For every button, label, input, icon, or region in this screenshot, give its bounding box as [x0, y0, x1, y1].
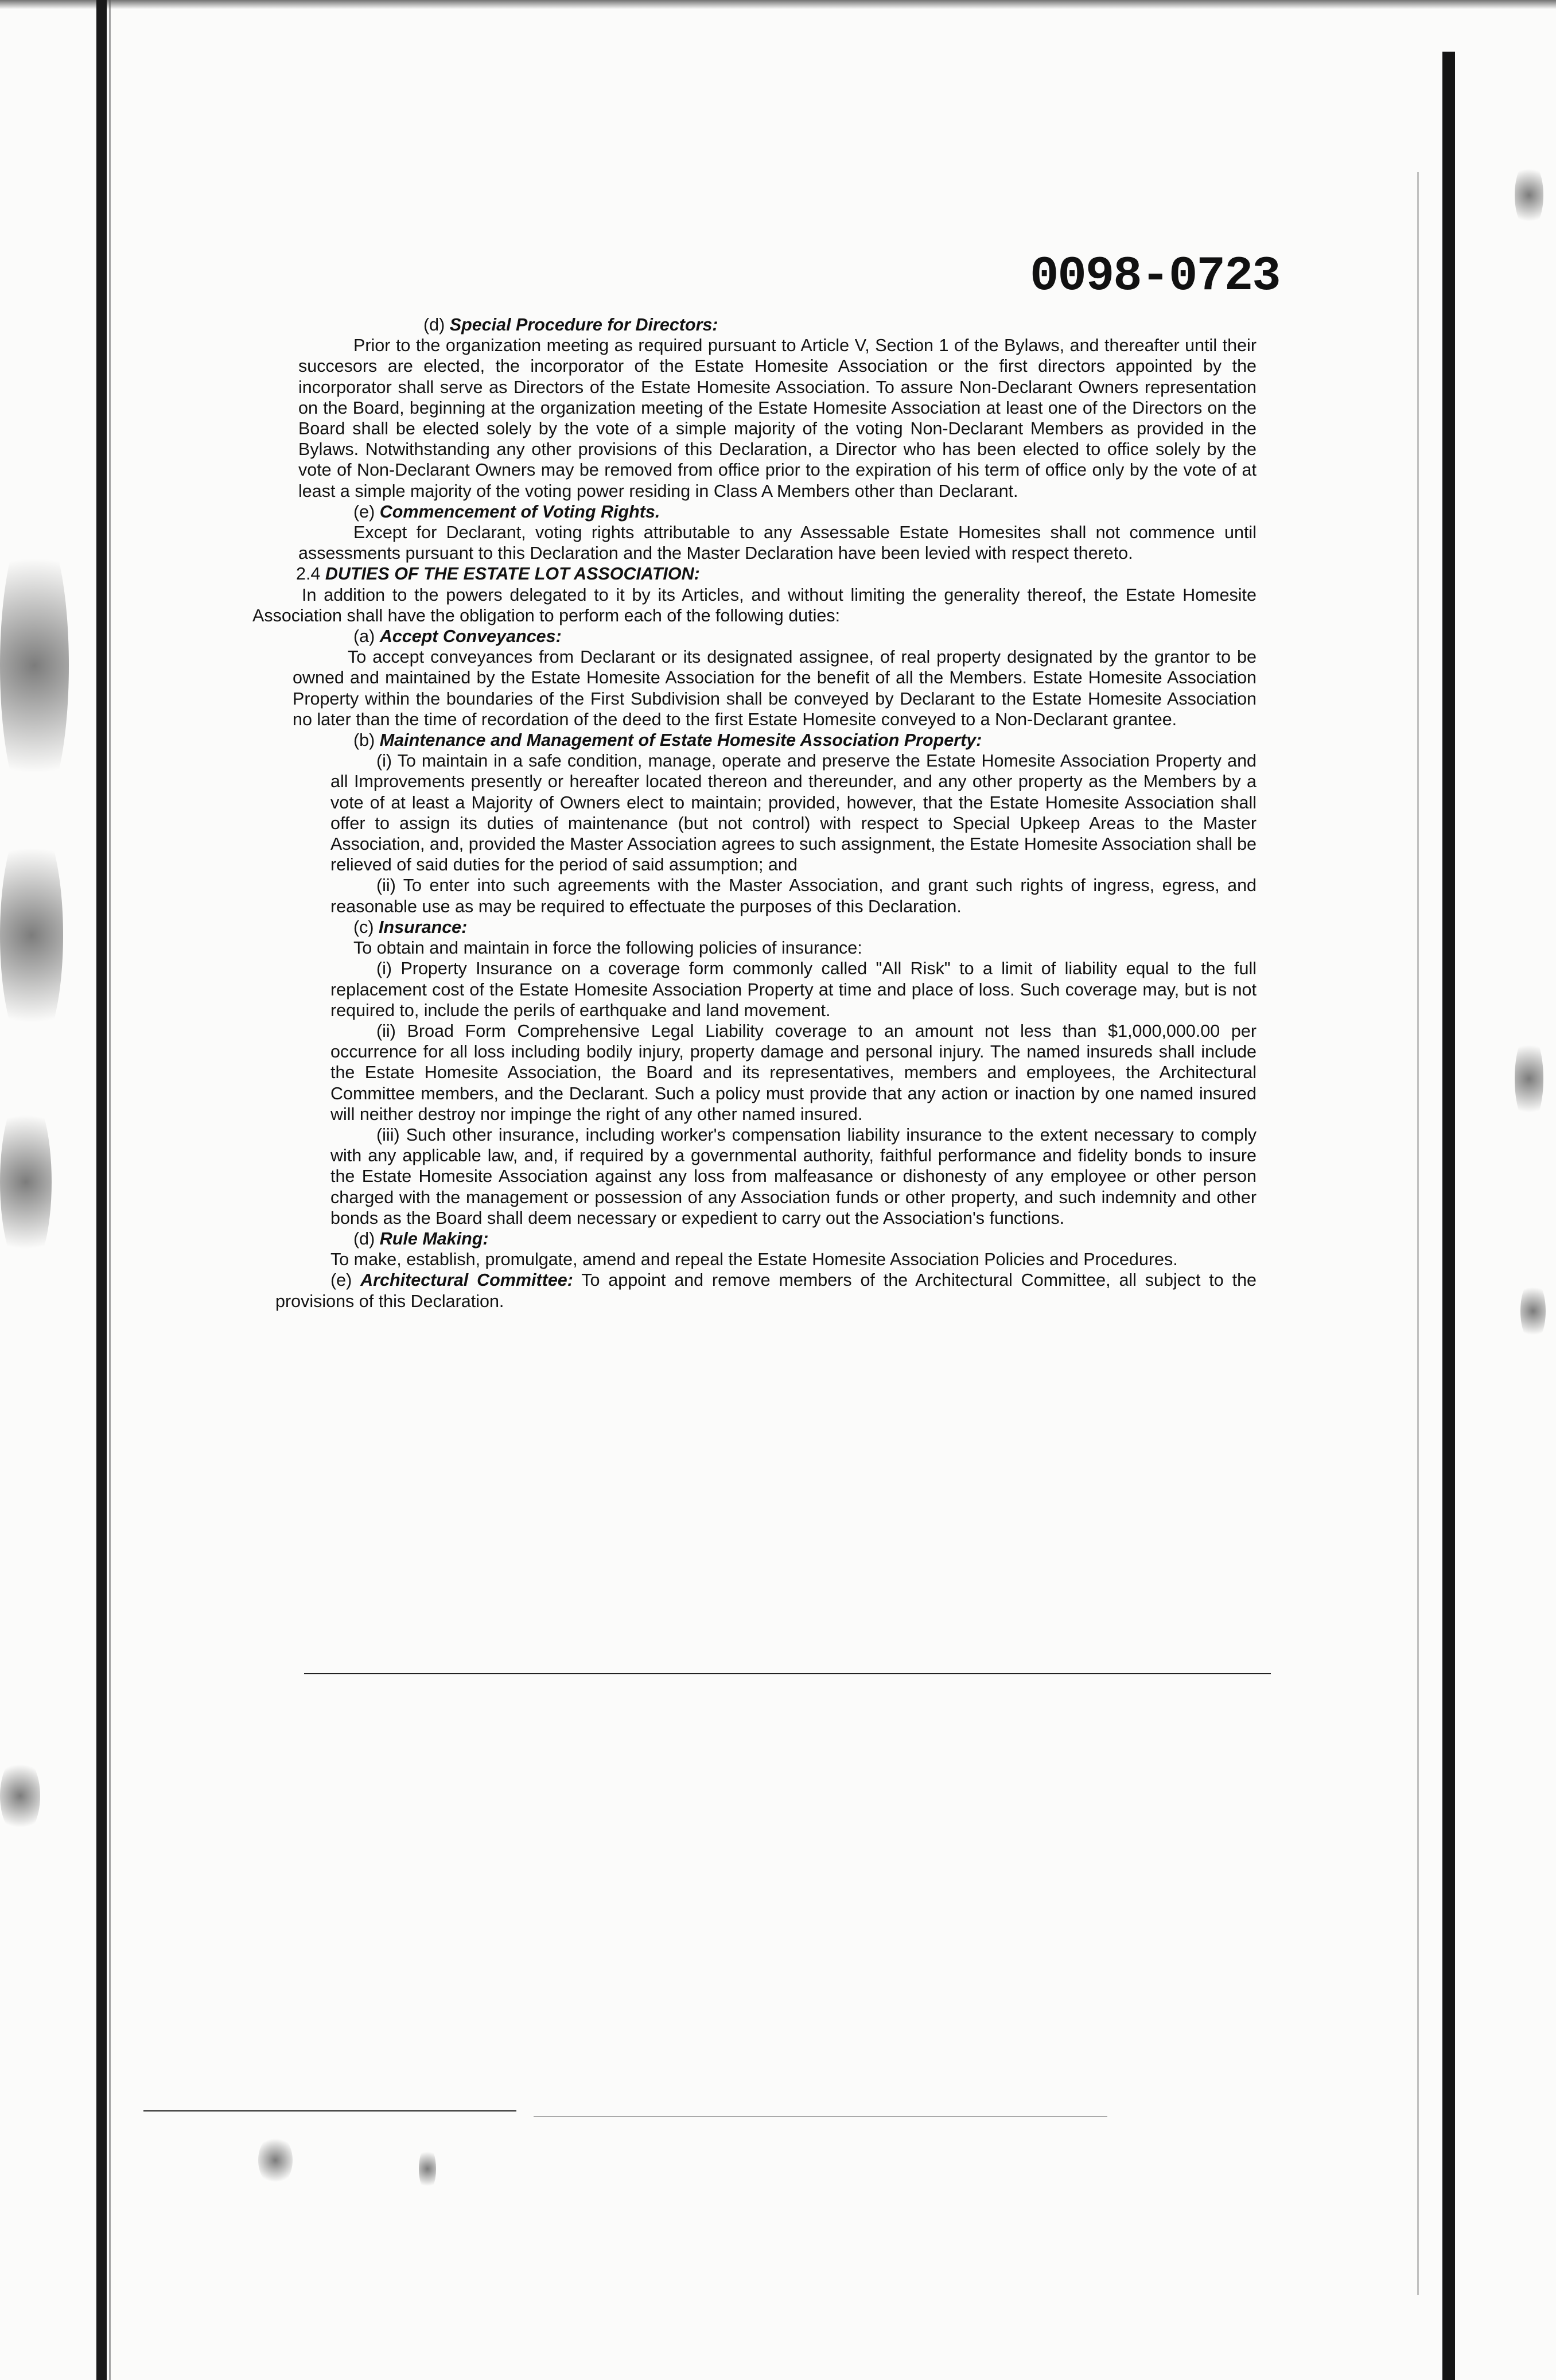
scan-noise: [0, 815, 63, 1056]
scan-right-border-inner: [1417, 172, 1419, 2295]
document-body: [252, 314, 1257, 1312]
document-number: 0098-0723: [1030, 250, 1280, 304]
duty-d-heading: (d) Rule Making:: [353, 1228, 489, 1249]
scan-noise: [1515, 1033, 1543, 1125]
duty-e-text: (e) Architectural Committee: To appoint and remove members of the Architectural Committee, all subject to the provisions of this Declaration.: [275, 1270, 1257, 1311]
duty-d-text: To make, establish, promulgate, amend and repeal the Estate Homesite Association Policies and Procedures.: [330, 1250, 1178, 1270]
duty-a-heading: (a) Accept Conveyances:: [353, 627, 562, 647]
section-e-text: Except for Declarant, voting rights attributable to any Assessable Estate Homesites shall not commence until assessments pursuant to this Declaration and the Master Declaration have been levied with respect thereto.: [298, 523, 1257, 563]
scan-top-edge: [0, 0, 1556, 9]
section-2-4-text: In addition to the powers delegated to it by its Articles, and without limiting the generality thereof, the Estate Homesite Association shall have the obligation to perform each of the following duties:: [252, 585, 1257, 625]
scan-left-border-inner: [109, 0, 111, 2380]
scan-noise: [419, 2146, 436, 2192]
scan-right-border: [1442, 52, 1455, 2380]
scan-noise: [0, 1756, 40, 1836]
duty-c-i-text: (i) Property Insurance on a coverage form commonly called "All Risk" to a limit of liability equal to the full replacement cost of the Estate Homesite Association Property at time and place of loss. Such coverage may, but is not required to, include the perils of earthquake and land movement.: [330, 959, 1257, 1020]
duty-a-text: To accept conveyances from Declarant or its designated assignee, of real property designated by the grantor to be owned and maintained by the Estate Homesite Association for the benefit of all the Members. Estate Homesite Association Property within the boundaries of the First Subdivision shall be conveyed by Declarant to the Estate Homesite Association no later than the time of recordation of the deed to the first Estate Homesite conveyed to a Non-Declarant grantee.: [293, 647, 1257, 729]
scan-rule: [143, 2110, 516, 2111]
section-e-heading: (e) Commencement of Voting Rights.: [353, 501, 660, 522]
duty-c-iii-text: (iii) Such other insurance, including worker's compensation liability insurance to the extent necessary to comply with any applicable law, and, if required by a governmental authority, faithful performance and fidelity bonds to insure the Estate Homesite Association against any loss from malfeasance or dishonesty of any employee or other person charged with the management or possession of any Association funds or other property, and such indemnity and other bonds as the Board shall deem necessary or expedient to carry out the Association's functions.: [330, 1125, 1257, 1228]
scan-noise: [1520, 1280, 1546, 1343]
duty-c-heading: (c) Insurance:: [353, 917, 468, 937]
duty-c-text: To obtain and maintain in force the following policies of insurance:: [353, 938, 862, 958]
section-2-4-heading: 2.4 DUTIES OF THE ESTATE LOT ASSOCIATION:: [296, 564, 700, 584]
duty-c-ii-text: (ii) Broad Form Comprehensive Legal Liability coverage to an amount not less than $1,000,000.00 per occurrence for all loss including bodily injury, property damage and personal injury. The named insureds shall include the Estate Homesite Association, the Board and its representatives, members and employees, the Architectural Committee members, and the Declarant. Such a policy must provide that any action or inaction by one named insured will neither destroy nor impinge the right of any other named insured.: [330, 1021, 1257, 1124]
scan-noise: [0, 1090, 52, 1274]
duty-b-ii-text: (ii) To enter into such agreements with the Master Association, and grant such rights of ingress, egress, and reasonable use as may be required to effectuate the purposes of this Declaration.: [330, 876, 1257, 916]
section-d-text: Prior to the organization meeting as required pursuant to Article V, Section 1 of the Bylaws, and thereafter until their succesors are elected, the incorporator of the Estate Homesite Association or the first directors appointed by the incorporator shall serve as Directors of the Estate Homesite Association. To assure Non-Declarant Owners representation on the Board, beginning at the organization meeting of the Estate Homesite Association at least one of the Directors on the Board shall be elected solely by the vote of a simple majority of the voting Non-Declarant Members as provided in the Bylaws. Notwithstanding any other provisions of this Declaration, a Director who has been elected to office solely by the vote of Non-Declarant Owners may be removed from office prior to the expiration of his term of office only by the vote of at least a simple majority of the voting power residing in Class A Members other than Declarant.: [298, 336, 1257, 501]
scan-rule: [534, 2116, 1107, 2117]
scan-noise: [0, 516, 69, 815]
duty-b-i-text: (i) To maintain in a safe condition, manage, operate and preserve the Estate Homesite Association Property and all Improvements presently or hereafter located thereon and thereunder, and any other property as the Members by a vote of at least a Majority of Owners elect to maintain; provided, however, that the Estate Homesite Association shall offer to assign its duties of maintenance (but not control) with respect to Special Upkeep Areas to the Master Association, and, provided the Master Association agrees to such assignment, the Estate Homesite Association shall be relieved of said duties for the period of said assumption; and: [330, 751, 1257, 875]
closing-rule: [304, 1673, 1271, 1674]
duty-b-heading: (b) Maintenance and Management of Estate Homesite Association Property:: [353, 730, 982, 750]
scan-noise: [258, 2134, 293, 2186]
section-d-heading: (d) Special Procedure for Directors:: [423, 315, 718, 335]
scan-noise: [1515, 161, 1543, 230]
scan-left-border: [96, 0, 107, 2380]
